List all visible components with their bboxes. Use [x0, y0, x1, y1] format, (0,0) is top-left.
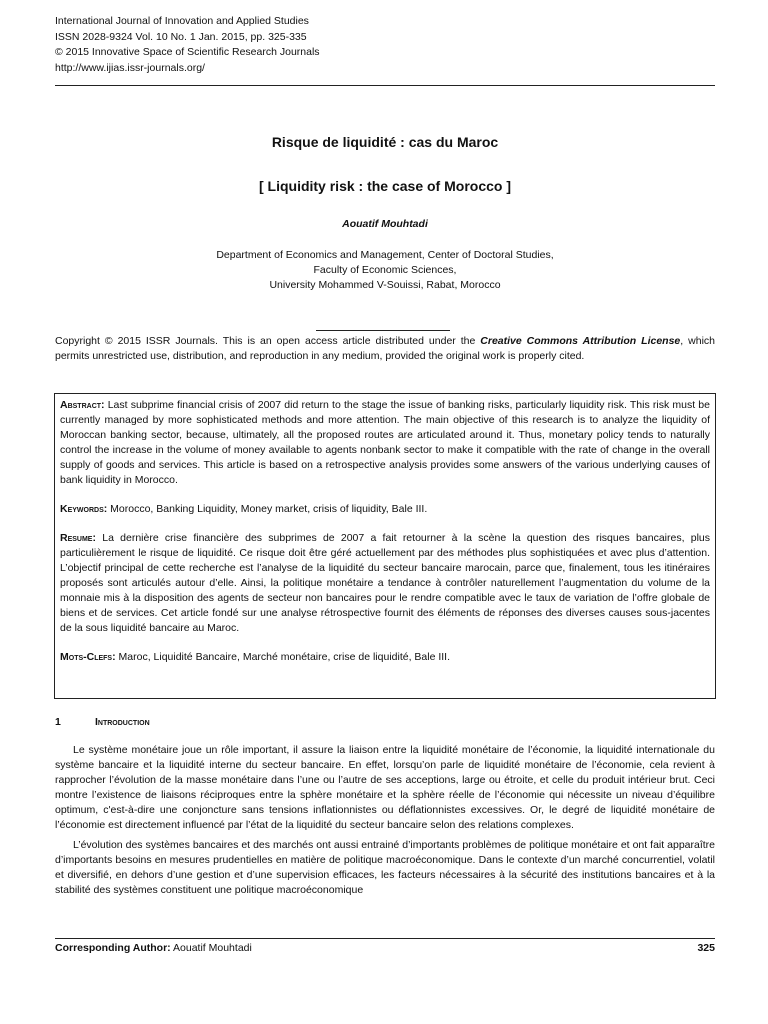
affiliation-line: Faculty of Economic Sciences, — [313, 264, 457, 276]
license-name: Creative Commons Attribution License — [480, 335, 681, 347]
copyright-notice — [55, 334, 715, 364]
corresponding-author — [55, 942, 252, 954]
affiliation-line: University Mohammed V-Souissi, Rabat, Morocco — [269, 279, 501, 291]
author-name: Aouatif Mouhtadi — [342, 218, 428, 230]
abstract-text: Last subprime financial crisis of 2007 did return to the stage the issue of banking risks, particularly liquidity risk. This risk must be currently managed by more sophisticated methods and more attention. The main objective of this research is to analyze the liquidity of Moroccan banking sector, because, ultimately, all the proposed routes are articulated around it. Thus, monetary policy tends to naturally control the increase in the volume of money available to agents nonbank sector to make it compatible with the rate of change in the overall supply of goods and services. This article is based on a retrospective analysis provides some answers of the various underlying causes of bank liquidity in Morocco. — [60, 399, 710, 486]
paper-title: Risque de liquidité : cas du Maroc — [271, 134, 499, 150]
abstract-paragraph — [60, 398, 710, 488]
journal-url[interactable]: http://www.ijias.issr-journals.org/ — [55, 61, 205, 74]
keywords-label: Keywords: — [60, 503, 108, 515]
body-text — [55, 743, 715, 903]
keywords-paragraph — [60, 502, 710, 517]
footer-divider — [55, 938, 715, 939]
affiliation-line: Department of Economics and Management, Center of Doctoral Studies, — [216, 249, 554, 261]
journal-name: International Journal of Innovation and Applied Studies — [55, 15, 309, 27]
copyright-divider — [316, 330, 450, 331]
resume-label: Resume: — [60, 532, 96, 544]
section-number: 1 — [55, 716, 61, 728]
copyright-text-end: , which permits unrestricted use, distribution, and reproduction in any medium, provided the original work is properly cited. — [55, 335, 715, 362]
abstract-label: Abstract: — [60, 399, 105, 411]
body-paragraph: Le système monétaire joue un rôle important, il assure la liaison entre la liquidité monétaire de l’économie, la liquidité internationale du système bancaire et la liquidité interne du secteur bancaire. En effet, lorsqu’on parle de liquidité monétaire de l’économie, cela revient à rapprocher l’évolution de la masse monétaire dans l’une ou l’autre de ses acceptions, large ou étroite, et celle du produit intérieur brut. Ceci montre l’existence de liaisons réciproques entre la sphère monétaire et la sphère réelle de l’économie qui nécessite un niveau d’équilibre optimum, c'est-à-dire une conjoncture sans tensions inflationnistes ou déflationnistes excessives. Or, le degré de liquidité monétaire de l’économie est directement influencé par l’état de la liquidité du secteur bancaire selon des relations complexes. — [55, 744, 715, 831]
page-footer — [55, 942, 715, 954]
copyright-text: Copyright © 2015 ISSR Journals. This is an open access article distributed under the — [55, 335, 481, 347]
journal-header — [55, 14, 320, 76]
header-divider — [55, 85, 715, 86]
abstract-box — [54, 393, 716, 699]
body-paragraph: L’évolution des systèmes bancaires et des marchés ont aussi entrainé d’importants problèmes de politique monétaire et ont fait apparaître d’importants besoins en mesures prudentielles en matière de politique macroéconomique. Dans le contexte d’un marché concurrentiel, volatil et diversifié, en dehors d’une gestion et d’une supervision efficaces, les facteurs nécessaires à la sécurité des institutions bancaires et à la stabilité des systèmes constituent une politique macroéconomique — [55, 839, 715, 896]
keywords-text: Morocco, Banking Liquidity, Money market, crisis of liquidity, Bale III. — [107, 503, 428, 515]
resume-text: La dernière crise financière des subprimes de 2007 a fait retourner à la scène la question des risques bancaires, plus particulièrement le risque de liquidité. Ce risque doit être géré actuellement par des méthodes plus sophistiquées et avec plus d’attention. L’objectif principal de cette recherche est l’analyse de la liquidité du secteur bancaire marocain, parce que, finalement, tous les itinéraires proposés sont articulés autour d’elle. Ainsi, la politique monétaire a tendance à contrôler naturellement l’augmentation du volume de la monnaie mis à la disposition des agents de secteur non bancaires pour le rendre compatible avec le taux de variation de l’offre globale de biens et de services. Cet article fondé sur une analyse rétrospective fournit des éléments de réponses des diverses causes sous-jacentes de la sous liquidité bancaire au Maroc. — [60, 532, 710, 634]
section-heading — [55, 716, 150, 728]
resume-paragraph — [60, 531, 710, 636]
journal-issn: ISSN 2028-9324 Vol. 10 No. 1 Jan. 2015, pp. 325-335 — [55, 30, 307, 43]
page-number: 325 — [697, 942, 715, 954]
mots-clefs-text: Maroc, Liquidité Bancaire, Marché monétaire, crise de liquidité, Bale III. — [115, 651, 451, 663]
corresponding-author-label: Corresponding Author: — [55, 942, 171, 954]
mots-clefs-paragraph — [60, 650, 710, 665]
journal-copyright: © 2015 Innovative Space of Scientific Research Journals — [55, 46, 320, 58]
paper-subtitle: [ Liquidity risk : the case of Morocco ] — [258, 178, 512, 194]
corresponding-author-name: Aouatif Mouhtadi — [170, 942, 252, 954]
section-title: Introduction — [95, 716, 150, 728]
mots-clefs-label: Mots-Clefs: — [60, 651, 116, 663]
author-affiliation — [55, 248, 715, 293]
